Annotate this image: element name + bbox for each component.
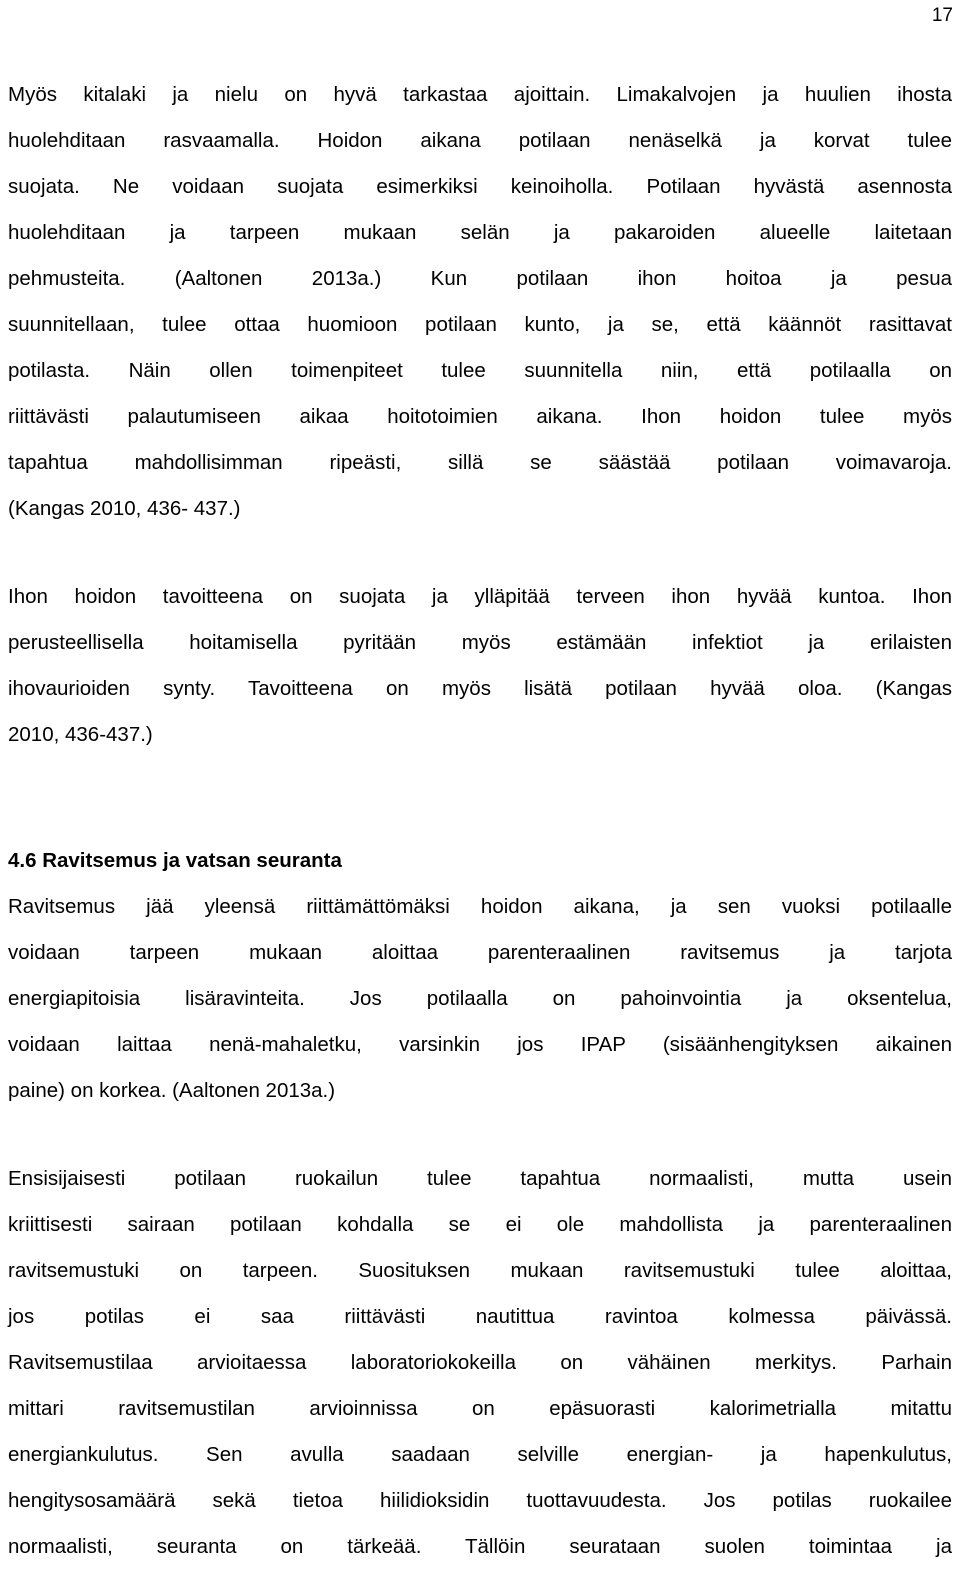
text-line: energiankulutus. Sen avulla saadaan selville energian- ja hapenkulutus, xyxy=(8,1443,952,1466)
text-line: huolehditaan rasvaamalla. Hoidon aikana potilaan nenäselkä ja korvat tulee xyxy=(8,129,952,152)
text-line: paine) on korkea. (Aaltonen 2013a.) xyxy=(8,1079,336,1102)
text-line: (Kangas 2010, 436- 437.) xyxy=(8,497,241,520)
text-line: voidaan tarpeen mukaan aloittaa parenteraalinen ravitsemus ja tarjota xyxy=(8,941,952,964)
text-line: perusteellisella hoitamisella pyritään myös estämään infektiot ja erilaisten xyxy=(8,631,952,654)
text-line: 2010, 436-437.) xyxy=(8,723,153,746)
paragraph-nutrition-monitoring xyxy=(8,1156,952,1570)
paragraph-gap xyxy=(8,1114,952,1156)
text-line: potilasta. Näin ollen toimenpiteet tulee suunnitella niin, että potilaalla on xyxy=(8,359,952,382)
text-line: jos potilas ei saa riittävästi nautittua ravintoa kolmessa päivässä. xyxy=(8,1305,952,1328)
text-line: ravitsemustuki on tarpeen. Suosituksen mukaan ravitsemustuki tulee aloittaa, xyxy=(8,1259,952,1282)
document-body xyxy=(8,72,952,1570)
text-line: riittävästi palautumiseen aikaa hoitotoimien aikana. Ihon hoidon tulee myös xyxy=(8,405,952,428)
paragraph-gap xyxy=(8,758,952,798)
text-line: hengitysosamäärä sekä tietoa hiilidioksidin tuottavuudesta. Jos potilas ruokailee xyxy=(8,1489,952,1512)
text-line: voidaan laittaa nenä-mahaletku, varsinkin jos IPAP (sisäänhengityksen aikainen xyxy=(8,1033,952,1056)
paragraph-nutrition xyxy=(8,884,952,1114)
paragraph-skin-care xyxy=(8,72,952,532)
text-line: suojata. Ne voidaan suojata esimerkiksi keinoiholla. Potilaan hyvästä asennosta xyxy=(8,175,952,198)
text-line: energiapitoisia lisäravinteita. Jos potilaalla on pahoinvointia ja oksentelua, xyxy=(8,987,952,1010)
page-number: 17 xyxy=(931,5,953,26)
text-line: pehmusteita. (Aaltonen 2013a.) Kun potilaan ihon hoitoa ja pesua xyxy=(8,267,952,290)
text-line: Ihon hoidon tavoitteena on suojata ja ylläpitää terveen ihon hyvää kuntoa. Ihon xyxy=(8,585,952,608)
text-line: Ravitsemustilaa arvioitaessa laboratoriokokeilla on vähäinen merkitys. Parhain xyxy=(8,1351,952,1374)
text-line: ihovaurioiden synty. Tavoitteena on myös lisätä potilaan hyvää oloa. (Kangas xyxy=(8,677,952,700)
text-line: Ravitsemus jää yleensä riittämättömäksi hoidon aikana, ja sen vuoksi potilaalle xyxy=(8,895,952,918)
text-line: Ensisijaisesti potilaan ruokailun tulee tapahtua normaalisti, mutta usein xyxy=(8,1167,952,1190)
paragraph-gap xyxy=(8,532,952,574)
text-line: tapahtua mahdollisimman ripeästi, sillä se säästää potilaan voimavaroja. xyxy=(8,451,952,474)
text-line: suunnitellaan, tulee ottaa huomioon potilaan kunto, ja se, että käännöt rasittavat xyxy=(8,313,952,336)
text-line: Myös kitalaki ja nielu on hyvä tarkastaa ajoittain. Limakalvojen ja huulien ihosta xyxy=(8,83,952,106)
text-line: normaalisti, seuranta on tärkeää. Tällöin seurataan suolen toimintaa ja xyxy=(8,1535,952,1558)
text-line: mittari ravitsemustilan arvioinnissa on epäsuorasti kalorimetrialla mitattu xyxy=(8,1397,952,1420)
paragraph-skin-care-goal xyxy=(8,574,952,758)
paragraph-gap xyxy=(8,798,952,838)
section-heading: 4.6 Ravitsemus ja vatsan seuranta xyxy=(8,849,342,872)
text-line: kriittisesti sairaan potilaan kohdalla se ei ole mahdollista ja parenteraalinen xyxy=(8,1213,952,1236)
text-line: huolehditaan ja tarpeen mukaan selän ja pakaroiden alueelle laitetaan xyxy=(8,221,952,244)
